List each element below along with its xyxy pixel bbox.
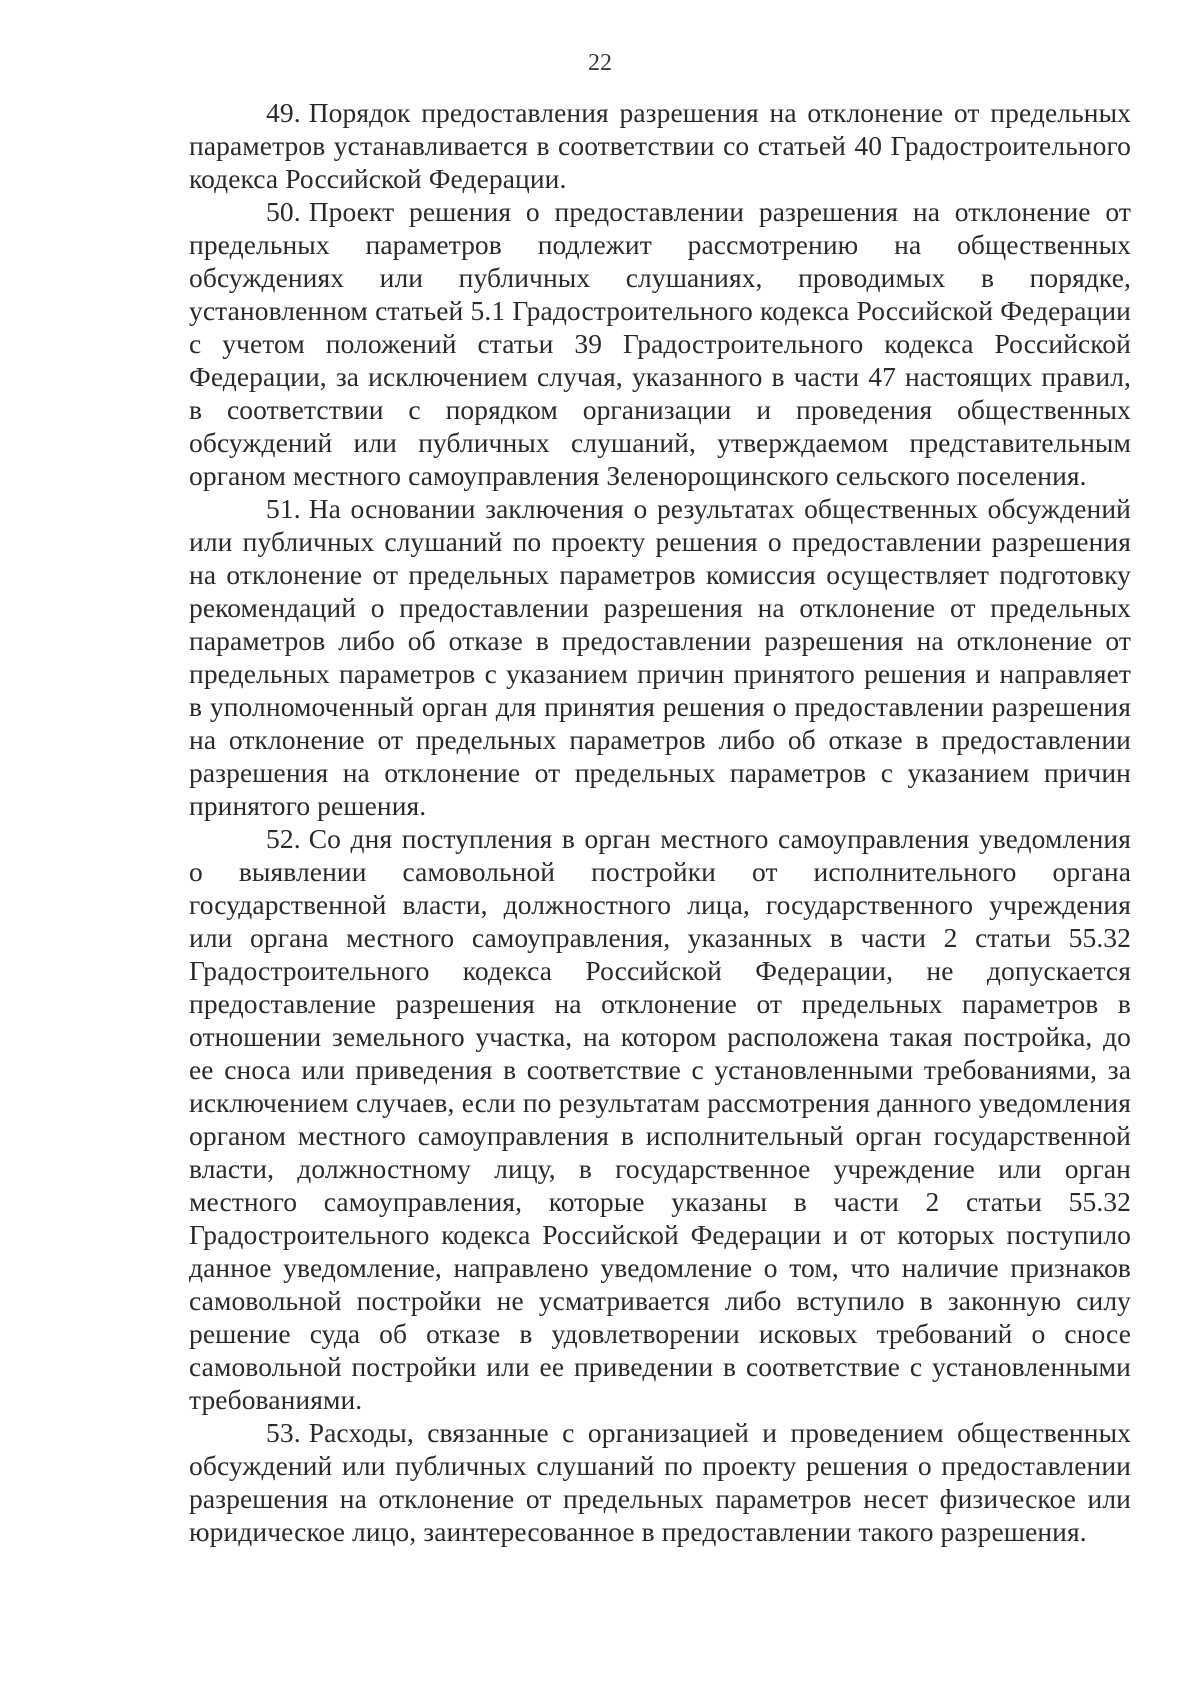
paragraph-51 bbox=[189, 492, 1131, 822]
paragraph-text: Расходы, связанные с организацией и проведением общественных обсуждений или публичных слушаний по проекту решения о предоставлении разрешения на отклонение от предельных параметров несет физическое или юридическое лицо, заинтересованное в предоставлении такого разрешения. bbox=[189, 1417, 1131, 1547]
paragraph-number: 53. bbox=[266, 1417, 301, 1448]
paragraph-number: 51. bbox=[266, 493, 301, 524]
paragraph-text: Со дня поступления в орган местного самоуправления уведомления о выявлении самовольной постройки от исполнительного органа государственной власти, должностного лица, государственного учреждения или органа местного самоуправления, указанных в части 2 статьи 55.32 Градостроительного кодекса Российской Федерации, не допускается предоставление разрешения на отклонение от предельных параметров в отношении земельного участка, на котором расположена такая постройка, до ее сноса или приведения в соответствие с установленными требованиями, за исключением случаев, если по результатам рассмотрения данного уведомления органом местного самоуправления в исполнительный орган государственной власти, должностному лицу, в государственное учреждение или орган местного самоуправления, которые указаны в части 2 статьи 55.32 Градостроительного кодекса Российской Федерации и от которых поступило данное уведомление, направлено уведомление о том, что наличие признаков самовольной постройки не усматривается либо вступило в законную силу решение суда об отказе в удовлетворении исковых требований о сносе самовольной постройки или ее приведении в соответствие с установленными требованиями. bbox=[189, 823, 1131, 1415]
page-number: 22 bbox=[588, 50, 612, 76]
paragraph-text: На основании заключения о результатах общественных обсуждений или публичных слушаний по проекту решения о предоставлении разрешения на отклонение от предельных параметров комиссия осуществляет подготовку рекомендаций о предоставлении разрешения на отклонение от предельных параметров либо об отказе в предоставлении разрешения на отклонение от предельных параметров с указанием причин принятого решения и направляет в уполномоченный орган для принятия решения о предоставлении разрешения на отклонение от предельных параметров либо об отказе в предоставлении разрешения на отклонение от предельных параметров с указанием причин принятого решения. bbox=[189, 493, 1131, 821]
paragraph-52 bbox=[189, 822, 1131, 1416]
document-body bbox=[189, 96, 1131, 1548]
paragraph-number: 49. bbox=[266, 97, 301, 128]
paragraph-50 bbox=[189, 195, 1131, 492]
paragraph-53 bbox=[189, 1416, 1131, 1548]
paragraph-number: 50. bbox=[266, 196, 301, 227]
paragraph-text: Проект решения о предоставлении разрешения на отклонение от предельных параметров подлежит рассмотрению на общественных обсуждениях или публичных слушаниях, проводимых в порядке, установленном статьей 5.1 Градостроительного кодекса Российской Федерации с учетом положений статьи 39 Градостроительного кодекса Российской Федерации, за исключением случая, указанного в части 47 настоящих правил, в соответствии с порядком организации и проведения общественных обсуждений или публичных слушаний, утверждаемом представительным органом местного самоуправления Зеленорощинского сельского поселения. bbox=[189, 196, 1131, 491]
paragraph-number: 52. bbox=[266, 823, 301, 854]
paragraph-text: Порядок предоставления разрешения на отклонение от предельных параметров устанавливается в соответствии со статьей 40 Градостроительного кодекса Российской Федерации. bbox=[189, 97, 1131, 194]
paragraph-49 bbox=[189, 96, 1131, 195]
